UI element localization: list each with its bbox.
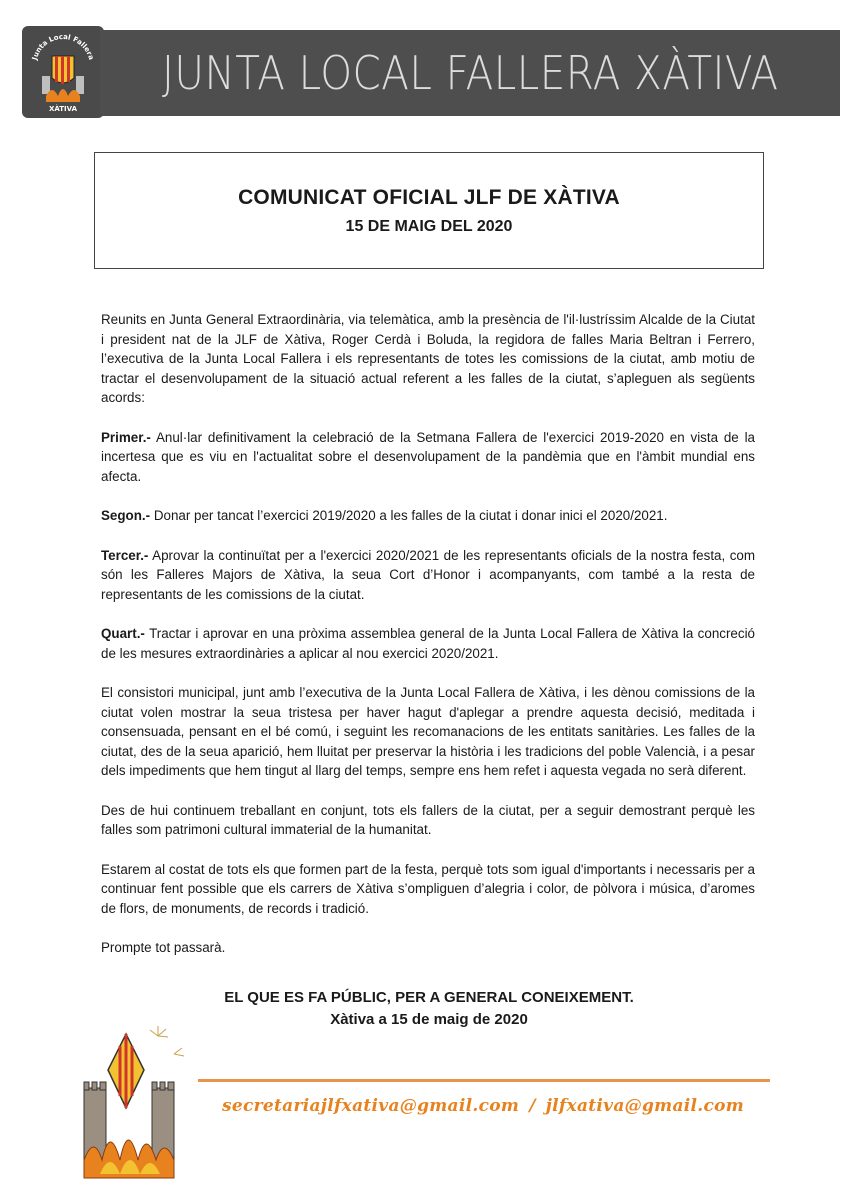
document-body [101, 310, 755, 978]
agreement-paragraph [101, 624, 755, 663]
secretaria-email-link[interactable]: secretariajlfxativa@gmail.com [222, 1096, 520, 1116]
agreement-text: Anul·lar definitivament la celebració de la Setmana Fallera de l'exercici 2019-2020 en vista de la incertesa que es viu en l'actualitat sobre el desenvolupament de la pandèmia que en l'àmbit mundial ens afecta. [101, 429, 755, 484]
agreement-text: Tractar i aprovar en una pròxima assemblea general de la Junta Local Fallera de Xàtiva la concreció de les mesures extraordinàries a aplicar al nou exercici 2020/2021. [101, 626, 755, 661]
closing-block [94, 987, 764, 1031]
document-date: 15 DE MAIG DEL 2020 [345, 217, 513, 235]
body-paragraph: El consistori municipal, junt amb l’executiva de la Junta Local Fallera de Xàtiva, i les dènou comissions de la ciutat volen mostrar la seua tristesa per haver hagut d'aplegar a prendre aquesta decisió, meditada i consensuada, pensant en el bé comú, i seguint les recomanacions de les entitats sanitàries. Les falles de la ciutat, des de la seua aparició, hem lluitat per preservar la història i les tradicions del poble Valencià, i a pesar dels impediments que hem tingut al llarg del temps, sempre ens hem refet i aquesta vegada no serà diferent. [101, 685, 755, 778]
footer-contact [222, 1096, 745, 1116]
title-box [94, 152, 764, 269]
svg-text:XÀTIVA: XÀTIVA [48, 105, 78, 113]
document-title: COMUNICAT OFICIAL JLF DE XÀTIVA [238, 185, 620, 209]
body-paragraph: Prompte tot passarà. [101, 940, 226, 955]
agreement-label: Primer.- [101, 429, 151, 445]
svg-text:Junta Local Fallera: Junta Local Fallera [30, 32, 96, 61]
agreement-label: Quart.- [101, 626, 145, 641]
agreement-text: Aprovar la continuïtat per a l'exercici 2020/2021 de les representants oficials de la nostra festa, com són les Falleres Majors de Xàtiva, la seua Cort d’Honor i acompanyants, com també a la resta de representants de les comissions de la ciutat. [101, 547, 755, 602]
agreement-paragraph [101, 546, 755, 605]
intro-paragraph: Reunits en Junta General Extraordinària, via telemàtica, amb la presència de l'il·lustríssim Alcalde de la Ciutat i president nat de la JLF de Xàtiva, Roger Cerdà i Boluda, la regidora de falles Maria Beltran i Ferrero, l’executiva de la Junta Local Fallera i els representants de totes les comissions de la ciutat, amb motiu de tractar el desenvolupament de la situació actual referent a les falles de la ciutat, s’apleguen als següents acords: [101, 312, 755, 405]
closing-place-date: Xàtiva a 15 de maig de 2020 [330, 1011, 528, 1028]
jlf-crest-logo [22, 26, 104, 118]
agreement-text: Donar per tancat l’exercici 2019/2020 a les falles de la ciutat i donar inici el 2020/2021. [150, 508, 668, 523]
header-banner [100, 30, 840, 116]
jlf-email-link[interactable]: jlfxativa@gmail.com [545, 1096, 745, 1116]
body-paragraph: Des de hui continuem treballant en conjunt, tots els fallers de la ciutat, per a seguir demostrant perquè les falles som patrimoni cultural immaterial de la humanitat. [101, 802, 755, 837]
header-title: JUNTA LOCAL FALLERA XÀTIVA [161, 46, 779, 100]
closing-statement: EL QUE ES FA PÚBLIC, PER A GENERAL CONEIXEMENT. [224, 989, 634, 1006]
agreement-paragraph [101, 506, 755, 526]
email-separator: / [529, 1096, 536, 1116]
footer-divider [198, 1079, 770, 1082]
agreement-paragraph [101, 428, 755, 487]
agreement-label: Segon.- [101, 508, 151, 523]
footer-crest-logo [80, 1024, 190, 1184]
agreement-label: Tercer.- [101, 547, 149, 563]
body-paragraph: Estarem al costat de tots els que formen part de la festa, perquè tots som igual d'importants i necessaris per a continuar fent possible que els carrers de Xàtiva s’ompliguen d’alegria i color, de pòlvora i música, d’aromes de flors, de monuments, de records i tradició. [101, 861, 755, 916]
